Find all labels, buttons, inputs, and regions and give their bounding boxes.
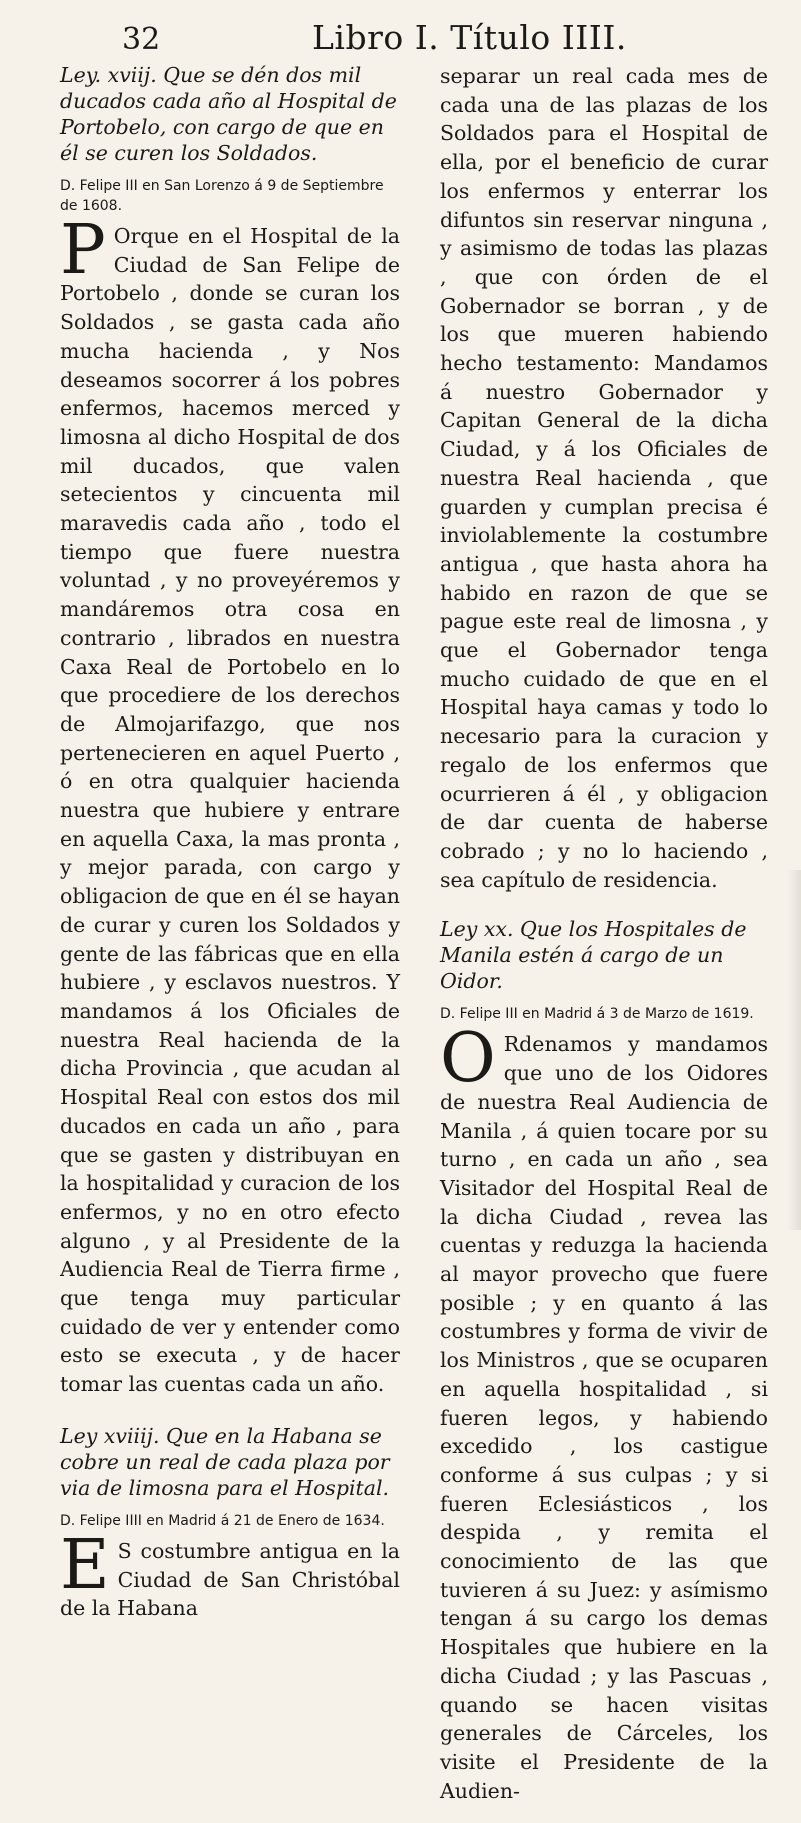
law-body-text: S costumbre antigua en la Ciudad de San Christóbal de la Habana: [60, 1538, 400, 1621]
law-body: [440, 1019, 768, 1805]
law-body-text: Orque en el Hospital de la Ciudad de San Felipe de Portobelo , donde se curan los Soldados , se gasta cada año mucha hacienda , y Nos deseamos socorrer á los pobres enfermos, hacemos merced y limosna al dicho Hospital de dos mil ducados, que valen setecientos y cincuenta mil maravedis cada año , todo el tiempo que fuere nuestra voluntad , y no proveyéremos y mandáremos otra cosa en contrario , librados en nuestra Caxa Real de Portobelo en lo que procediere de los derechos de Almojarifazgo, que nos pertenecieren en aquel Puerto , ó en otra qualquier hacienda nuestra que hubiere y entrare en aquella Caxa, la mas pronta , y mejor parada, con cargo y obligacion de que en él se hayan de curar y curen los Soldados y gente de las fábricas que en ella hubiere , y esclavos nuestros. Y mandamos á los Oficiales de nuestra Real hacienda de la dicha Provincia , que acudan al Hospital Real con estos dos mil ducados en cada un año , para que se gasten y distribuyan en la hospitalidad y curacion de los enfermos, y no en otro efecto alguno , y al Presidente de la Audiencia Real de Tierra firme , que tenga muy particular cuidado de ver y entender como esto se executa , y de hacer tomar las cuentas cada un año.: [60, 224, 400, 1397]
law-body: [60, 211, 400, 1399]
law-dateline: D. Felipe III en San Lorenzo á 9 de Septiembre de 1608.: [60, 178, 384, 214]
right-column: [440, 62, 768, 1823]
left-column: [60, 62, 400, 1641]
law-title: Ley. xviij. Que se dén dos mil ducados cada año al Hospital de Portobelo, con cargo de que en él se curen los Soldados.: [60, 63, 397, 165]
law-dateline: D. Felipe III en Madrid á 3 de Marzo de 1619.: [440, 1006, 754, 1023]
law-title: Ley xviiij. Que en la Habana se cobre un real de cada plaza por via de limosna para el Hospital.: [60, 1423, 390, 1500]
law-xviij: [60, 62, 400, 1399]
law-dateline: D. Felipe IIII en Madrid á 21 de Enero de 1634.: [60, 1512, 385, 1529]
law-title: Ley xx. Que los Hospitales de Manila estén á cargo de un Oidor.: [440, 917, 747, 994]
law-body: [60, 1525, 400, 1623]
page-header: [0, 10, 801, 58]
drop-cap: O: [440, 1019, 496, 1099]
page-edge-shadow: [787, 870, 801, 1230]
running-title: Libro I. Título IIII.: [312, 18, 627, 57]
drop-cap: P: [60, 211, 106, 290]
drop-cap: E: [60, 1525, 110, 1605]
law-body-text: Rdenamos y mandamos que uno de los Oidores de nuestra Real Audiencia de Manila , á quien tocare por su turno , en cada un año , sea Visitador del Hospital Real de la dicha Ciudad , revea las cuentas y reduzga la hacienda al mayor provecho que fuere posible ; y en quanto á las costumbres y forma de vivir de los Ministros , que se ocuparen en aquella hospitalidad , si fueren legos, y habiendo excedido , los castigue conforme á sus culpas ; y si fueren Eclesiásticos , los despida , y remita el conocimiento de las que tuvieren á su Juez: y asímismo tengan á su cargo los demas Hospitales que hubiere en la dicha Ciudad ; y las Pascuas , quando se hacen visitas generales de Cárceles, los visite el Presidente de la Audien-: [440, 1032, 768, 1803]
law-xviiij: [60, 1423, 400, 1623]
law-xviiij-continuation: separar un real cada mes de cada una de las plazas de los Soldados para el Hospital de ella, por el beneficio de curar los enfermos y enterrar los difuntos sin reservar ninguna , y asimismo de todas las plazas , que con órden de el Gobernador se borran , y de los que mueren habiendo hecho testamento: Mandamos á nuestro Gobernador y Capitan General de la dicha Ciudad, y á los Oficiales de nuestra Real hacienda , que guarden y cumplan precisa é inviolablemente la costumbre antigua , que hasta ahora ha habido en razon de que se pague este real de limosna , y que el Gobernador tenga mucho cuidado de que en el Hospital haya camas y todo lo necesario para la curacion y regalo de los enfermos que ocurrieren á él , y obligacion de dar cuenta de haberse cobrado ; y no lo haciendo , sea capítulo de residencia.: [440, 64, 768, 892]
page-number: 32: [122, 22, 161, 57]
law-xx: [440, 916, 768, 1805]
